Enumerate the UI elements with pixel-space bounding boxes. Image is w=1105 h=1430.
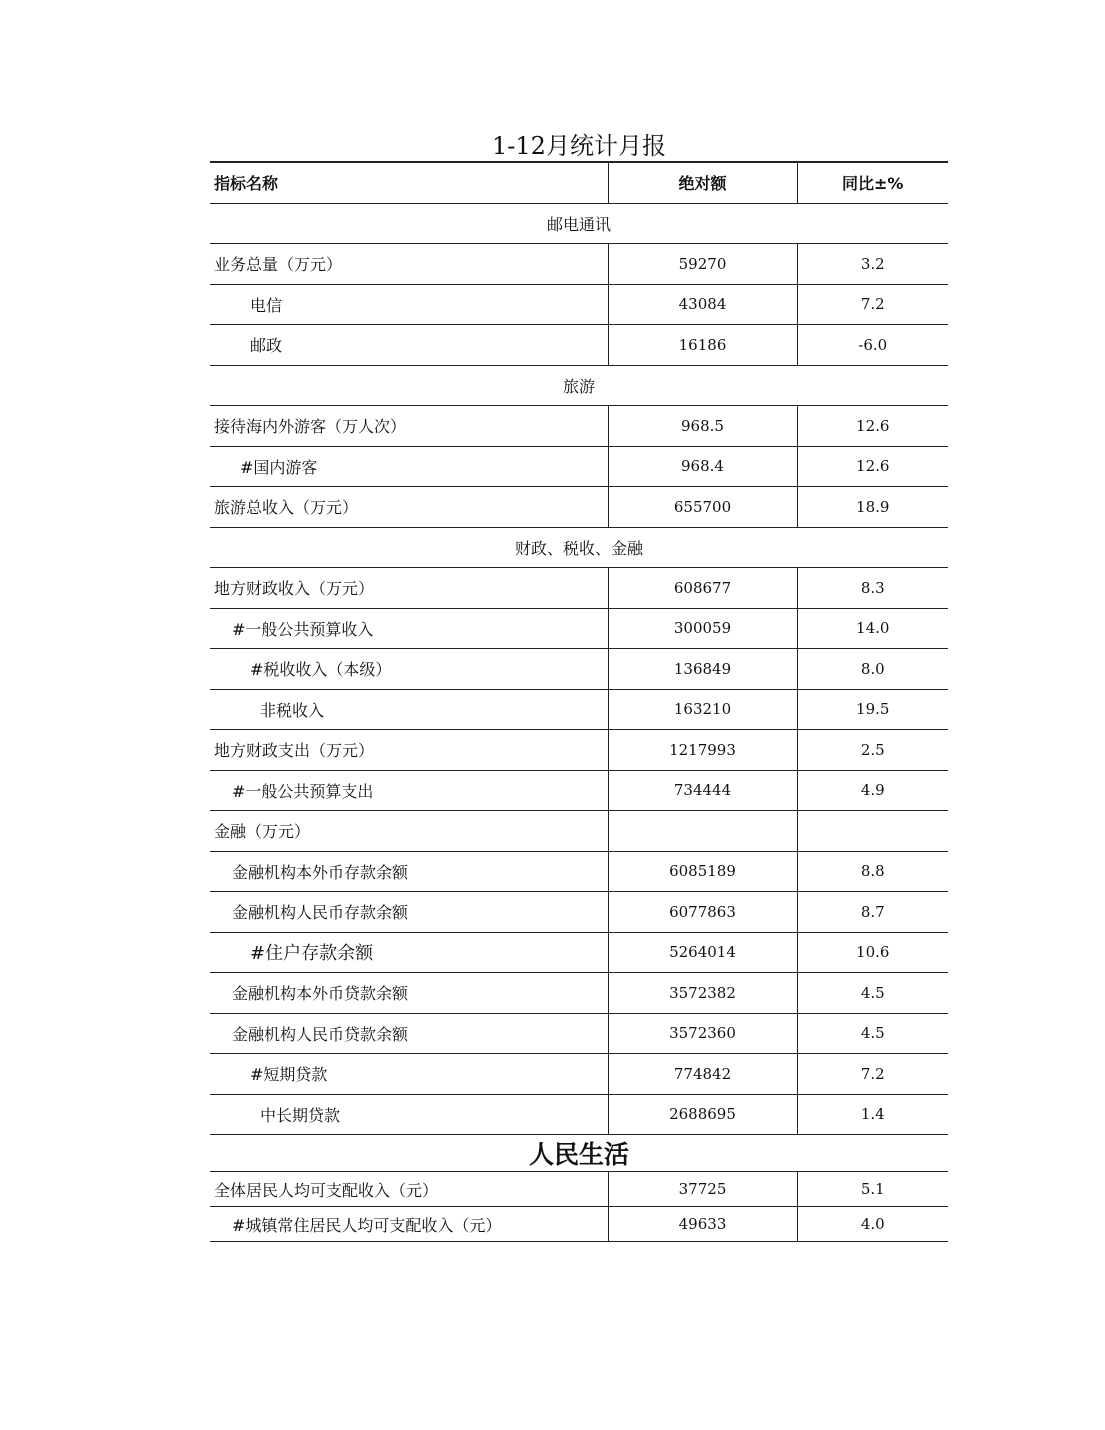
indicator-name: 金融机构本外币存款余额: [210, 851, 608, 892]
yoy-change: 10.6: [797, 932, 948, 973]
absolute-value: 774842: [608, 1054, 797, 1095]
indicator-name: 金融机构人民币贷款余额: [210, 1013, 608, 1054]
table-row: [210, 568, 948, 609]
indicator-name: 业务总量（万元）: [210, 244, 608, 285]
absolute-value: 734444: [608, 770, 797, 811]
indicator-name: 中长期贷款: [210, 1094, 608, 1135]
yoy-change: 12.6: [797, 446, 948, 487]
section-row-postal: [210, 203, 948, 244]
indicator-name: 电信: [210, 284, 608, 325]
indicator-name: #城镇常住居民人均可支配收入（元）: [210, 1207, 608, 1242]
table-row: [210, 284, 948, 325]
indicator-name: #税收收入（本级）: [210, 649, 608, 690]
yoy-change: 3.2: [797, 244, 948, 285]
table-row: [210, 1094, 948, 1135]
yoy-change: 4.9: [797, 770, 948, 811]
table-row: [210, 730, 948, 771]
indicator-name: 金融机构本外币贷款余额: [210, 973, 608, 1014]
absolute-value: 3572360: [608, 1013, 797, 1054]
indicator-name: 金融（万元）: [210, 811, 608, 852]
yoy-change: 7.2: [797, 284, 948, 325]
table-row: [210, 973, 948, 1014]
absolute-value: 968.5: [608, 406, 797, 447]
yoy-change: 12.6: [797, 406, 948, 447]
absolute-value: 6085189: [608, 851, 797, 892]
yoy-change: 8.7: [797, 892, 948, 933]
indicator-name: #短期贷款: [210, 1054, 608, 1095]
absolute-value: 49633: [608, 1207, 797, 1242]
section-row-tourism: [210, 365, 948, 406]
indicator-name: 接待海内外游客（万人次）: [210, 406, 608, 447]
absolute-value: 59270: [608, 244, 797, 285]
yoy-change: 8.0: [797, 649, 948, 690]
absolute-value: 1217993: [608, 730, 797, 771]
indicator-name: 旅游总收入（万元）: [210, 487, 608, 528]
section-title: 人民生活: [210, 1135, 948, 1172]
statistics-table: [210, 161, 948, 1242]
table-row: [210, 608, 948, 649]
absolute-value: 3572382: [608, 973, 797, 1014]
yoy-change: 8.8: [797, 851, 948, 892]
absolute-value: 300059: [608, 608, 797, 649]
table-row: [210, 892, 948, 933]
yoy-change: 4.0: [797, 1207, 948, 1242]
indicator-name: 金融机构人民币存款余额: [210, 892, 608, 933]
yoy-change: 19.5: [797, 689, 948, 730]
table-row: [210, 770, 948, 811]
yoy-change: 7.2: [797, 1054, 948, 1095]
absolute-value: 5264014: [608, 932, 797, 973]
table-row: [210, 932, 948, 973]
yoy-change: 5.1: [797, 1172, 948, 1207]
indicator-name: 邮政: [210, 325, 608, 366]
absolute-value: 655700: [608, 487, 797, 528]
absolute-value: 608677: [608, 568, 797, 609]
yoy-change: 4.5: [797, 1013, 948, 1054]
table-row: [210, 406, 948, 447]
yoy-change: 14.0: [797, 608, 948, 649]
indicator-name: 地方财政支出（万元）: [210, 730, 608, 771]
table-row: [210, 325, 948, 366]
table-row: [210, 244, 948, 285]
absolute-value: 2688695: [608, 1094, 797, 1135]
header-indicator-name: 指标名称: [210, 162, 608, 203]
header-yoy-change: 同比±%: [797, 162, 948, 203]
indicator-name: #国内游客: [210, 446, 608, 487]
section-title: 财政、税收、金融: [210, 527, 948, 568]
table-row: [210, 1013, 948, 1054]
absolute-value: 136849: [608, 649, 797, 690]
statistics-report: [210, 128, 948, 1242]
indicator-name: #住户存款余额: [210, 932, 608, 973]
yoy-change: [797, 811, 948, 852]
absolute-value: 37725: [608, 1172, 797, 1207]
absolute-value: 163210: [608, 689, 797, 730]
report-title: 1-12月统计月报: [492, 132, 666, 160]
section-row-finance: [210, 527, 948, 568]
table-row: [210, 487, 948, 528]
yoy-change: 4.5: [797, 973, 948, 1014]
indicator-name: #一般公共预算收入: [210, 608, 608, 649]
absolute-value: [608, 811, 797, 852]
table-row: [210, 689, 948, 730]
section-title: 旅游: [210, 365, 948, 406]
indicator-name: #一般公共预算支出: [210, 770, 608, 811]
yoy-change: 18.9: [797, 487, 948, 528]
absolute-value: 6077863: [608, 892, 797, 933]
table-row: [210, 1054, 948, 1095]
table-header-row: [210, 162, 948, 203]
section-title: 邮电通讯: [210, 203, 948, 244]
absolute-value: 16186: [608, 325, 797, 366]
indicator-name: 地方财政收入（万元）: [210, 568, 608, 609]
table-row: [210, 811, 948, 852]
yoy-change: 2.5: [797, 730, 948, 771]
table-row: [210, 1207, 948, 1242]
header-absolute-value: 绝对额: [608, 162, 797, 203]
absolute-value: 968.4: [608, 446, 797, 487]
yoy-change: 8.3: [797, 568, 948, 609]
absolute-value: 43084: [608, 284, 797, 325]
yoy-change: -6.0: [797, 325, 948, 366]
indicator-name: 全体居民人均可支配收入（元）: [210, 1172, 608, 1207]
indicator-name: 非税收入: [210, 689, 608, 730]
table-row: [210, 446, 948, 487]
table-row: [210, 1172, 948, 1207]
table-row: [210, 649, 948, 690]
yoy-change: 1.4: [797, 1094, 948, 1135]
table-row: [210, 851, 948, 892]
section-row-living: [210, 1135, 948, 1172]
